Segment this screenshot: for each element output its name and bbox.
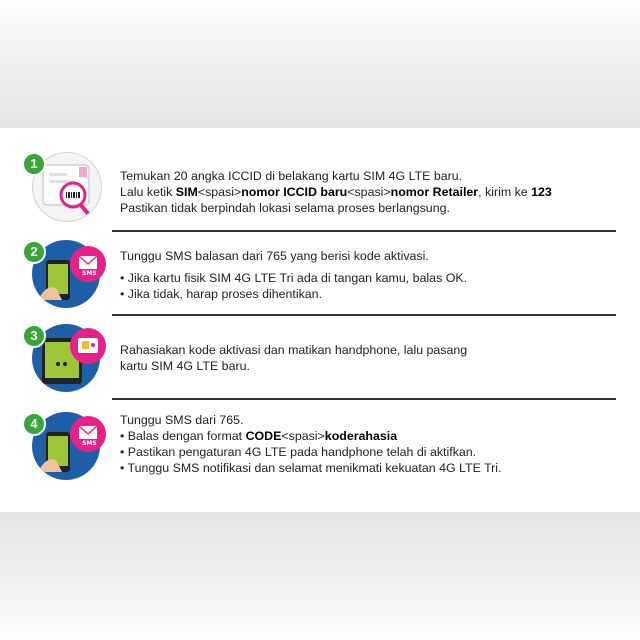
step-number-badge: 3	[22, 324, 46, 348]
step-line: • Tunggu SMS notifikasi dan selamat menikmati kekuatan 4G LTE Tri.	[120, 461, 502, 475]
sim-card-icon	[70, 328, 106, 364]
step-line: • Balas dengan format CODE<spasi>koderahasia	[120, 429, 398, 443]
step-4-text	[120, 412, 625, 476]
step-4-icon	[22, 412, 112, 484]
sms-label: SMS	[82, 270, 97, 277]
step-3-text	[120, 342, 625, 374]
step-number-badge: 1	[22, 152, 46, 176]
step-line: kartu SIM 4G LTE baru.	[120, 359, 250, 373]
step-line: Temukan 20 angka ICCID di belakang kartu SIM 4G LTE baru.	[120, 169, 463, 183]
step-2-icon	[22, 240, 112, 312]
sms-label: SMS	[82, 440, 97, 447]
sms-envelope-icon	[70, 416, 106, 452]
step-1-text	[120, 168, 625, 216]
step-line: Lalu ketik SIM<spasi>nomor ICCID baru<spasi>nomor Retailer, kirim ke 123	[120, 185, 552, 199]
step-number-badge: 4	[22, 412, 46, 436]
step-line: • Pastikan pengaturan 4G LTE pada handphone telah di aktifkan.	[120, 445, 477, 459]
step-3-icon	[22, 324, 112, 396]
step-line: Pastikan tidak berpindah lokasi selama proses berlangsung.	[120, 201, 450, 215]
step-number-badge: 2	[22, 240, 46, 264]
step-2-text	[120, 248, 625, 302]
step-line: Tunggu SMS dari 765.	[120, 413, 244, 427]
divider	[112, 314, 616, 316]
top-gray-band	[0, 0, 640, 128]
bottom-gray-band	[0, 512, 640, 640]
divider	[112, 230, 616, 232]
divider	[112, 398, 616, 400]
step-1-icon	[22, 152, 112, 224]
step-line: • Jika tidak, harap proses dihentikan.	[120, 287, 323, 301]
step-line: • Jika kartu fisik SIM 4G LTE Tri ada di tangan kamu, balas OK.	[120, 271, 468, 285]
step-line: Rahasiakan kode aktivasi dan matikan handphone, lalu pasang	[120, 343, 468, 357]
sms-envelope-icon	[70, 246, 106, 282]
instruction-panel	[0, 128, 640, 512]
step-line: Tunggu SMS balasan dari 765 yang berisi kode aktivasi.	[120, 249, 429, 263]
